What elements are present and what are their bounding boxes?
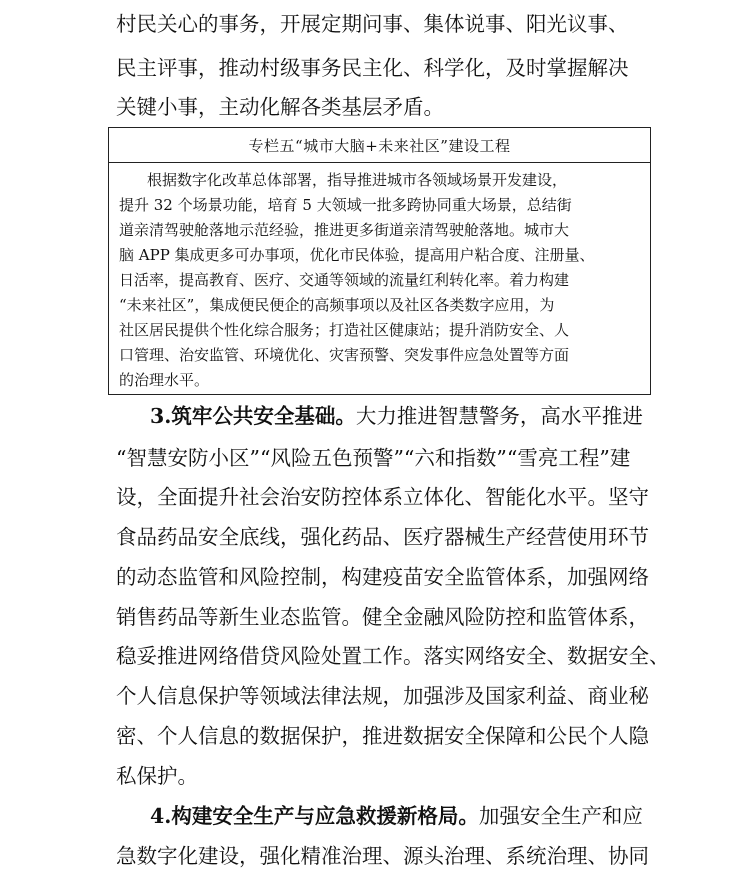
section-4-text: 加强安全生产和应 <box>478 804 643 828</box>
paragraph-line: 急数字化建设，强化精准治理、源头治理、系统治理、协同 <box>116 844 649 868</box>
section-4-first-line <box>150 804 643 828</box>
box-line: “未来社区”，集成便民便企的高频事项以及社区各类数字应用，为 <box>119 296 555 314</box>
box-line: 根据数字化改革总体部署，指导推进城市各领域场景开发建设， <box>147 171 568 189</box>
section-3-heading: 3.筑牢公共安全基础。 <box>150 404 356 428</box>
section-4-heading: 4.构建安全生产与应急救援新格局。 <box>150 804 479 828</box>
paragraph-line: 密、个人信息的数据保护，推进数据安全保障和公民个人隐 <box>116 724 649 748</box>
paragraph-line: 个人信息保护等领域法律法规，加强涉及国家利益、商业秘 <box>116 684 649 708</box>
paragraph-line: 销售药品等新生业态监管。健全金融风险防控和监管体系， <box>116 605 649 629</box>
paragraph-line: 民主评事，推动村级事务民主化、科学化，及时掌握解决 <box>116 56 629 80</box>
paragraph-line: 稳妥推进网络借贷风险处置工作。落实网络安全、数据安全、 <box>116 644 670 668</box>
paragraph-line: 食品药品安全底线，强化药品、医疗器械生产经营使用环节 <box>116 525 649 549</box>
column-box-title: 专栏五“城市大脑+未来社区”建设工程 <box>248 136 511 155</box>
paragraph-line: 村民关心的事务，开展定期问事、集体说事、阳光议事、 <box>116 12 629 36</box>
section-3-first-line <box>150 404 643 428</box>
paragraph-line: 的动态监管和风险控制，构建疫苗安全监管体系，加强网络 <box>116 565 649 589</box>
box-line: 日活率，提高教育、医疗、交通等领域的流量红利转化率。着力构建 <box>119 271 570 289</box>
column-box <box>108 127 651 395</box>
box-line: 提升 32 个场景功能，培育 5 大领域一批多跨协同重大场景，总结街 <box>119 196 572 214</box>
box-line: 道亲清驾驶舱落地示范经验，推进更多街道亲清驾驶舱落地。城市大 <box>119 221 570 239</box>
box-line: 的治理水平。 <box>119 371 210 389</box>
paragraph-line: 设，全面提升社会治安防控体系立体化、智能化水平。坚守 <box>116 485 649 509</box>
box-line: 口管理、治安监管、环境优化、灾害预警、突发事件应急处置等方面 <box>119 346 570 364</box>
column-box-header <box>109 128 650 163</box>
section-3-text: 大力推进智慧警务，高水平推进 <box>355 404 643 428</box>
paragraph-line: 关键小事，主动化解各类基层矛盾。 <box>116 95 444 119</box>
box-line: 脑 APP 集成更多可办事项，优化市民体验，提高用户粘合度、注册量、 <box>119 246 595 264</box>
box-line: 社区居民提供个性化综合服务；打造社区健康站；提升消防安全、人 <box>119 321 570 339</box>
paragraph-line: “智慧安防小区”“风险五色预警”“六和指数”“雪亮工程”建 <box>116 446 631 470</box>
paragraph-line: 私保护。 <box>116 764 198 788</box>
